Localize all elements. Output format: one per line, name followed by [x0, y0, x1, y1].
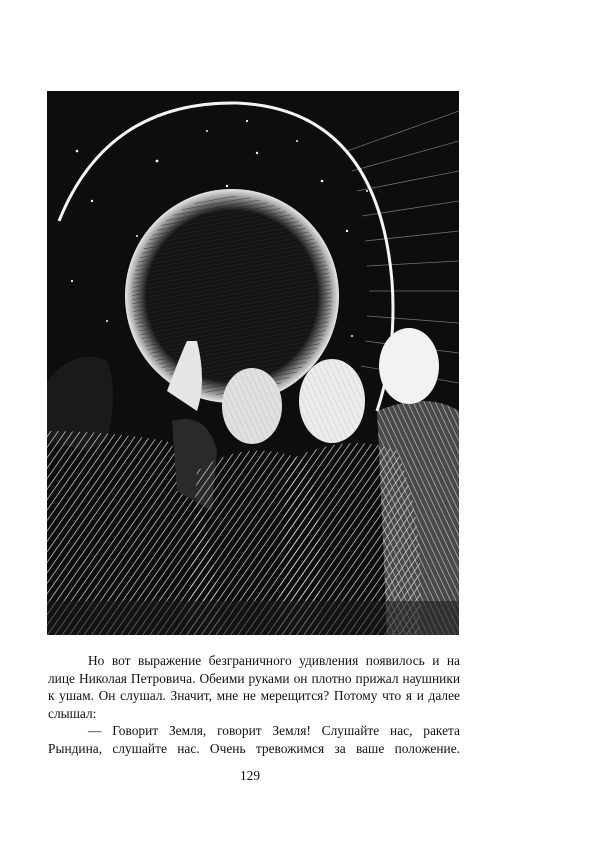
rocket-crew-viewing-planet-illustration: [47, 91, 459, 635]
body-text: [48, 652, 460, 758]
paragraph: Но вот выражение безграничного удивления появилось и на лице Николая Петровича. Обеими руками он плотно прижал наушники к ушам. Он слушал. Значит, мне не мерещится? Потому что я и далее слышал:: [48, 653, 460, 721]
page-number: 129: [239, 768, 261, 783]
paragraph: — Говорит Земля, говорит Земля! Слушайте нас, ракета Рындина, слушайте нас. Очень тревожимся за ваше положение.: [48, 723, 460, 756]
book-illustration: [47, 91, 459, 635]
planet-shading: [132, 196, 332, 396]
foreground-shadow: [47, 601, 459, 635]
